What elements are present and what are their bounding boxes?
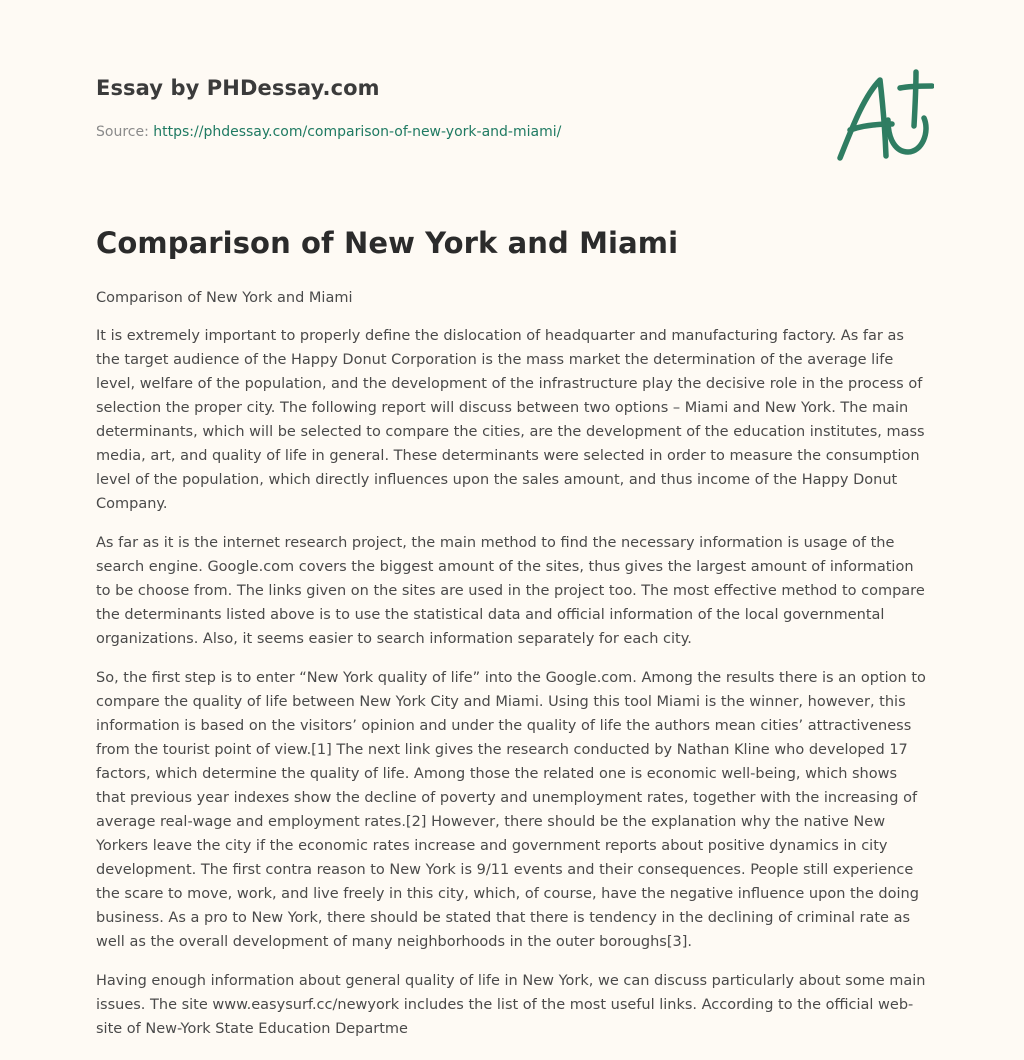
essay-title: Comparison of New York and Miami xyxy=(96,226,679,260)
essay-paragraph-4: Having enough information about general quality of life in New York, we can discuss particularly about some main issues. The site www.easysurf.cc/newyork includes the list of the most useful links. According to the official web-site of New-York State Education Departme xyxy=(96,973,926,1037)
essay-paragraph-1: It is extremely important to properly define the dislocation of headquarter and manufacturing factory. As far as the target audience of the Happy Donut Corporation is the mass market the determination of the average life level, welfare of the population, and the development of the infrastructure play the decisive role in the process of selection the proper city. The following report will discuss between two options – Miami and New York. The main determinants, which will be selected to compare the cities, are the development of the education institutes, mass media, art, and quality of life in general. These determinants were selected in order to measure the consumption level of the population, which directly influences upon the sales amount, and thus income of the Happy Donut Company. xyxy=(96,328,925,512)
brand-title: Essay by PHDessay.com xyxy=(96,76,380,100)
source-label: Source: xyxy=(96,124,149,140)
essay-subtitle: Comparison of New York and Miami xyxy=(96,290,353,306)
source-line xyxy=(96,124,561,140)
essay-paragraph-3: So, the first step is to enter “New York quality of life” into the Google.com. Among the results there is an option to compare the quality of life between New York City and Miami. Using this tool Miami is the winner, however, this information is based on the visitors’ opinion and under the quality of life the authors mean cities’ attractiveness from the tourist point of view.[1] The next link gives the research conducted by Nathan Kline who developed 17 factors, which determine the quality of life. Among those the related one is economic well-being, which shows that previous year indexes show the decline of poverty and unemployment rates, together with the increasing of average real-wage and employment rates.[2] However, there should be the explanation why the native New Yorkers leave the city if the economic rates increase and government reports about positive dynamics in city development. The first contra reason to New York is 9/11 events and their consequences. People still experience the scare to move, work, and live freely in this city, which, of course, have the negative influence upon the doing business. As a pro to New York, there should be stated that there is tendency in the declining of criminal rate as well as the overall development of many neighborhoods in the outer boroughs[3]. xyxy=(96,670,926,950)
source-link[interactable]: https://phdessay.com/comparison-of-new-york-and-miami/ xyxy=(153,124,562,140)
page-header xyxy=(96,0,928,175)
essay-content xyxy=(96,287,930,1056)
a-plus-logo-icon xyxy=(830,68,934,164)
essay-paragraph-2: As far as it is the internet research project, the main method to find the necessary information is usage of the search engine. Google.com covers the biggest amount of the sites, thus gives the largest amount of information to be choose from. The links given on the sites are used in the project too. The most effective method to compare the determinants listed above is to use the statistical data and official information of the local governmental organizations. Also, it seems easier to search information separately for each city. xyxy=(96,535,925,647)
